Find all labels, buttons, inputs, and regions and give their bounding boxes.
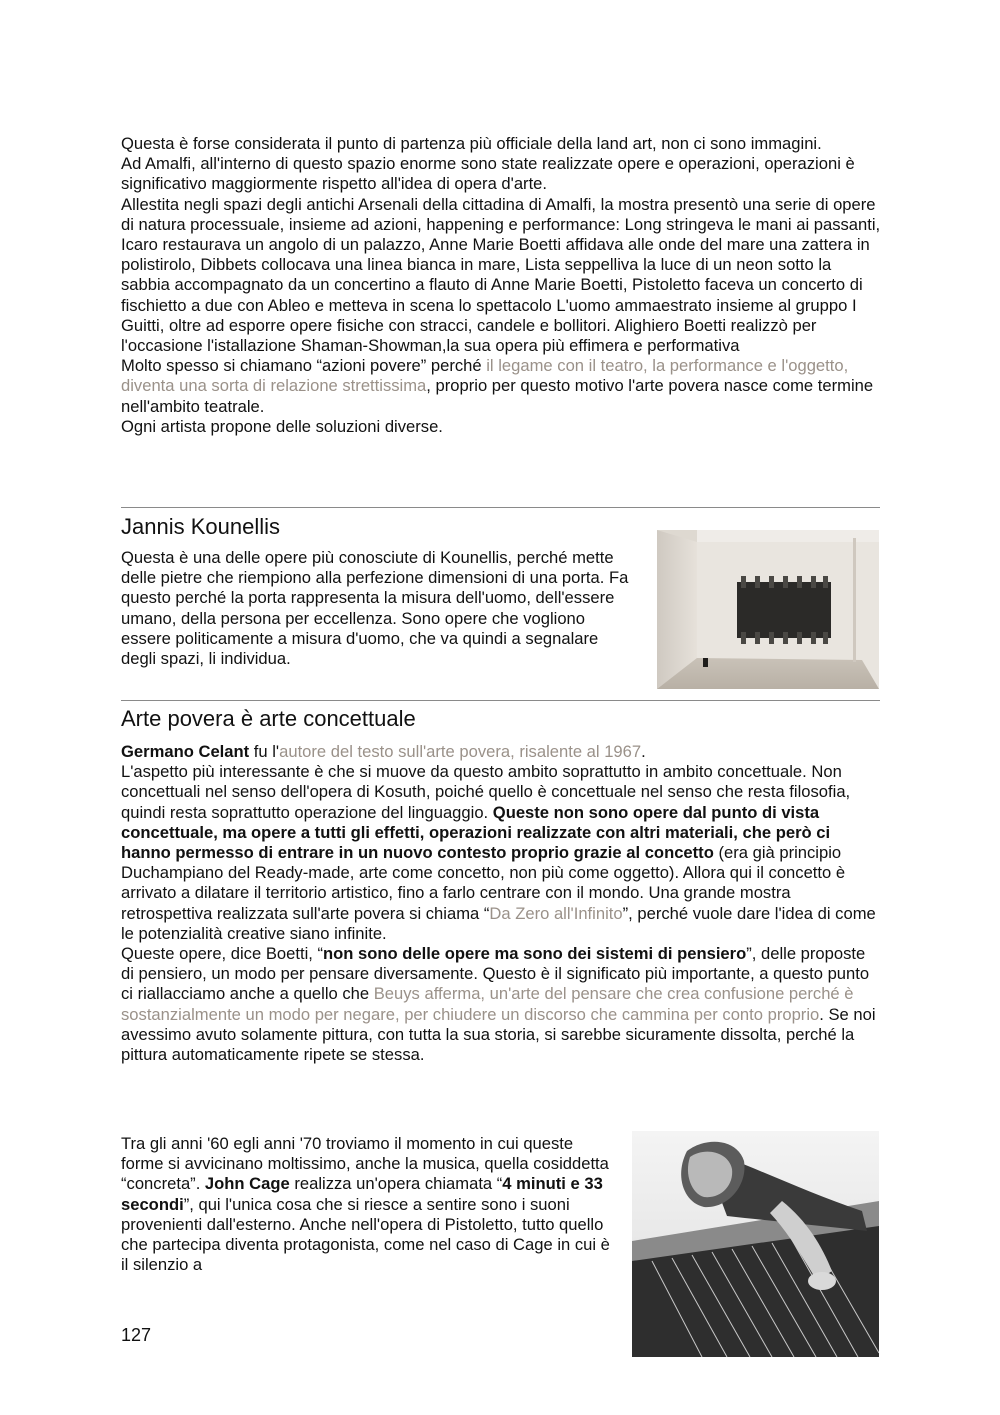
- bold-text: John Cage: [204, 1174, 290, 1194]
- paragraph: Questa è una delle opere più conosciute di Kounellis, perché mette delle pietre che riempiono alla perfezione dimensioni di una porta. Fa questo perché la porta rappresenta la misura dell'uomo, dell'essere umano, della persona per eccellenza. Sono opere che vogliono essere politicamente a misura d'uomo, che va quindi a segnalare degli spazi, li individua.: [121, 548, 629, 669]
- arte-povera-text: [121, 742, 881, 1065]
- highlighted-text: Da Zero all'Infinito: [489, 903, 623, 923]
- bold-text: Queste non sono opere dal punto di vista concettuale, ma opere a tutti gli effetti, operazioni realizzate con altri materiali, che però ci hanno permesso di entrare in un nuovo contesto proprio grazie al concetto: [121, 802, 831, 863]
- intro-text: [121, 134, 881, 437]
- paragraph: [121, 1134, 617, 1275]
- text: (era già principio Duchampiano del Ready-made, arte come concetto, non più come oggetto). Allora qui il concetto è arrivato a dilatare il territorio artistico, fino a farlo centrare con il mondo. Una grande mostra retrospettiva realizzata sull'arte povera si chiama “: [121, 843, 846, 923]
- text: , proprio per questo motivo l'arte povera nasce come termine nell'ambito teatrale.: [121, 376, 874, 416]
- page-number: 127: [121, 1325, 152, 1345]
- kounellis-artwork-photo: [657, 530, 879, 689]
- john-cage-piano-photo: [632, 1131, 879, 1357]
- text: Molto spesso si chiamano “azioni povere” perché: [121, 356, 487, 376]
- paragraph: Allestita negli spazi degli antichi Arsenali della cittadina di Amalfi, la mostra presentò una serie di opere di natura processuale, insieme ad azioni, happening e performance: Long stringeva le mani ai passanti, Icaro restaurava un angolo di un palazzo, Anne Marie Boetti affidava alle onde del mare una zattera in polistirolo, Dibbets collocava una linea bianca in mare, Lista seppelliva la luce di un neon sotto la sabbia accompagnato da un concertino a flauto di Anne Marie Boetti, Pistoletto faceva un concerto di fischietto a due con Ableo e metteva in scena lo spettacolo L'uomo ammaestrato insieme al gruppo I Guitti, oltre ad esporre opere fisiche con stracci, candele e bollitori. Alighiero Boetti realizzò per l'occasione l'istallazione Shaman-Showman,la sua opera più effimera e performativa: [121, 194, 881, 356]
- highlighted-text: autore del testo sull'arte povera, risalente al 1967: [279, 742, 642, 761]
- text: Tra gli anni '60 egli anni '70 troviamo il momento in cui queste forme si avvicinano moltissimo, anche la musica, quella cosiddetta “concreta”.: [121, 1134, 609, 1194]
- text: realizza un'opera chiamata “: [289, 1174, 503, 1194]
- paragraph: Ad Amalfi, all'interno di questo spazio enorme sono state realizzate opere e operazioni, operazioni è significativo maggiormente rispetto all'idea di opera d'arte.: [121, 154, 855, 194]
- text: .: [641, 742, 646, 761]
- bold-text: 4 minuti e 33 secondi: [121, 1174, 603, 1214]
- highlighted-text: il legame con il teatro, la performance e l'oggetto, diventa una sorta di relazione strettissima: [121, 356, 849, 396]
- bold-text: non sono delle opere ma sono dei sistemi di pensiero: [323, 944, 747, 964]
- paragraph: Questa è forse considerata il punto di partenza più officiale della land art, non ci sono immagini.: [121, 134, 822, 153]
- paragraph: Ogni artista propone delle soluzioni diverse.: [121, 416, 443, 436]
- paragraph: [121, 742, 881, 762]
- kounellis-text: [121, 548, 637, 669]
- section-title-kounellis: Jannis Kounellis: [121, 514, 280, 539]
- highlighted-text: Beuys afferma, un'arte del pensare che crea confusione perché è sostanzialmente un modo per negare, per chiudere un discorso che cammina per conto proprio: [121, 984, 854, 1024]
- text: ”, delle proposte di pensiero, un modo per pensare diversamente. Questo è il significato più importante, a questo punto ci riallacciamo anche a quello che: [121, 944, 870, 1004]
- text: . Se noi avessimo avuto solamente pittura, con tutta la sua storia, si sarebbe sicuramente dissolta, perché la pittura automaticamente ripete se stessa.: [121, 1004, 876, 1065]
- cage-text: [121, 1134, 617, 1275]
- bold-text: Germano Celant: [121, 742, 250, 761]
- paragraph: [121, 356, 881, 417]
- section-title-arte-povera: Arte povera è arte concettuale: [121, 706, 416, 731]
- text: L'aspetto più interessante è che si muove da questo ambito soprattutto in ambito concettuale. Non concettuali nel senso dell'opera di Kosuth, poiché quello è concettuale nel senso che resta filosofia, quindi resta soprattutto operazione del linguaggio.: [121, 762, 851, 822]
- paragraph: [121, 944, 881, 1065]
- text: Queste opere, dice Boetti, “: [121, 944, 324, 964]
- section-divider: [121, 700, 880, 701]
- text: fu l': [249, 742, 280, 761]
- section-divider: [121, 507, 880, 508]
- paragraph: [121, 762, 881, 944]
- text: ”, qui l'unica cosa che si riesce a sentire sono i suoni provenienti dall'esterno. Anche nell'opera di Pistoletto, tutto quello che partecipa diventa protagonista, come nel caso di Cage in cui è il silenzio a: [121, 1194, 610, 1275]
- text: ”, perché vuole dare l'idea di come le potenzialità creative siano infinite.: [121, 903, 876, 943]
